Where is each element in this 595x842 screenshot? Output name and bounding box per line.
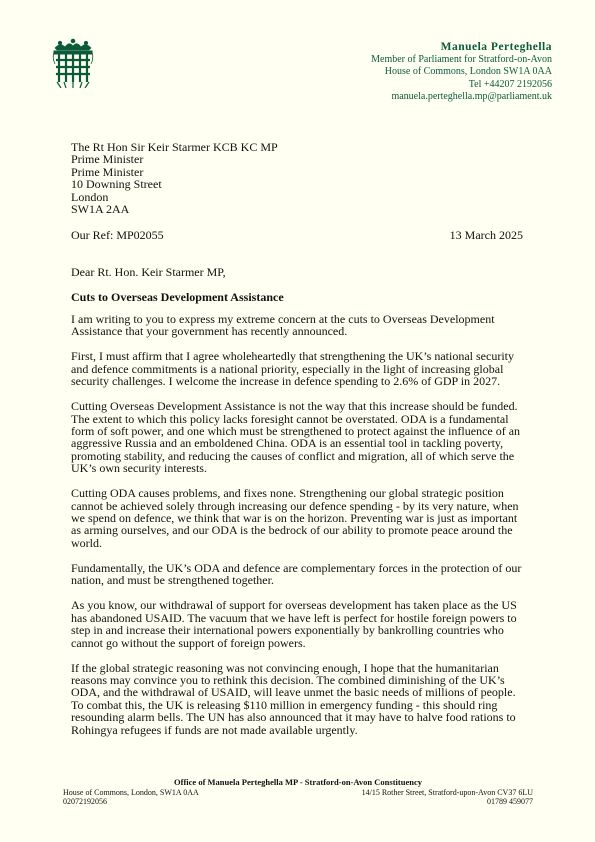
reference: Our Ref: MP02055 bbox=[71, 228, 164, 242]
footer-title: Office of Manuela Perteghella MP - Stratford-on-Avon Constituency bbox=[174, 777, 422, 787]
footer-right-address: 14/15 Rother Street, Stratford-upon-Avon CV37 6LU bbox=[361, 787, 533, 797]
letter-body bbox=[71, 313, 524, 749]
recipient-street: 10 Downing Street bbox=[71, 177, 162, 192]
salutation: Dear Rt. Hon. Keir Starmer MP, bbox=[71, 265, 226, 279]
letter-date: 13 March 2025 bbox=[449, 228, 523, 242]
recipient-name: The Rt Hon Sir Keir Starmer KCB KC MP bbox=[71, 140, 278, 154]
paragraph: If the global strategic reasoning was not convincing enough, I hope that the humanitarian reasons may convince you to rethink this decision. The combined diminishing of the UK’s ODA, and the withdrawal of USAID, will leave unmet the basic needs of millions of people. To combat this, the UK is releasing $110 million in emergency funding - this should ring resounding alarm bells. The UN has also announced that it may have to halve food rations to Rohingya refugees if funds are not made available urgently. bbox=[71, 660, 516, 737]
mp-name: Manuela Perteghella bbox=[440, 41, 552, 53]
paragraph: Cutting ODA causes problems, and fixes none. Strengthening our global strategic position cannot be achieved solely through increasing our defence spending - by its very nature, when we spend on defence, we think that war is on the horizon. Preventing war is just as important as arming ourselves, and our ODA is the bedrock of our ability to promote peace around the world. bbox=[71, 486, 519, 550]
recipient-postcode: SW1A 2AA bbox=[71, 202, 130, 217]
subject-line: Cuts to Overseas Development Assistance bbox=[71, 290, 284, 304]
mp-role: Member of Parliament for Stratford-on-Avon bbox=[371, 53, 552, 65]
paragraph: First, I must affirm that I agree wholeheartedly that strengthening the UK’s national security and defence commitments is a national priority, especially in the light of increasing global security challenges. I welcome the increase in defence spending to 2.6% of GDP in 2027. bbox=[71, 349, 514, 389]
office-address: House of Commons, London SW1A 0AA bbox=[384, 66, 552, 77]
letterhead bbox=[371, 41, 552, 104]
recipient-address bbox=[71, 141, 278, 215]
recipient-line2: Prime Minister bbox=[71, 164, 144, 179]
footer-left-phone: 02072192056 bbox=[63, 797, 107, 806]
footer bbox=[63, 778, 533, 807]
recipient-city: London bbox=[71, 189, 109, 204]
footer-right-phone: 01789 459077 bbox=[487, 797, 533, 806]
office-phone: Tel +44207 2192056 bbox=[468, 78, 552, 90]
office-email[interactable]: manuela.perteghella.mp@parliament.uk bbox=[391, 91, 552, 102]
paragraph: As you know, our withdrawal of support for overseas development has taken place as the US has abandoned USAID. The vacuum that we have left is perfect for hostile foreign powers to step in and increase their international powers exponentially by bankrolling countries who cannot go without the support of foreign powers. bbox=[71, 598, 517, 650]
paragraph: Cutting Overseas Development Assistance is not the way that this increase should be funded. The extent to which this policy lacks foresight cannot be overstated. ODA is a fundamental form of soft power, and one which must be strengthened to protect against the influence of an aggressive Russia and an emboldened China. ODA is an essential tool in tackling poverty, promoting stability, and reducing the causes of conflict and migration, all of which serve the UK’s own security interests. bbox=[71, 399, 521, 476]
footer-left-address: House of Commons, London, SW1A 0AA bbox=[63, 787, 199, 797]
paragraph: Fundamentally, the UK’s ODA and defence are complementary forces in the protection of our nation, and must be strengthened together. bbox=[71, 560, 522, 588]
paragraph: I am writing to you to express my extreme concern at the cuts to Overseas Development Assistance that your government has recently announced. bbox=[71, 312, 495, 339]
portcullis-crest-icon bbox=[52, 38, 94, 88]
recipient-line1: Prime Minister bbox=[71, 152, 144, 167]
